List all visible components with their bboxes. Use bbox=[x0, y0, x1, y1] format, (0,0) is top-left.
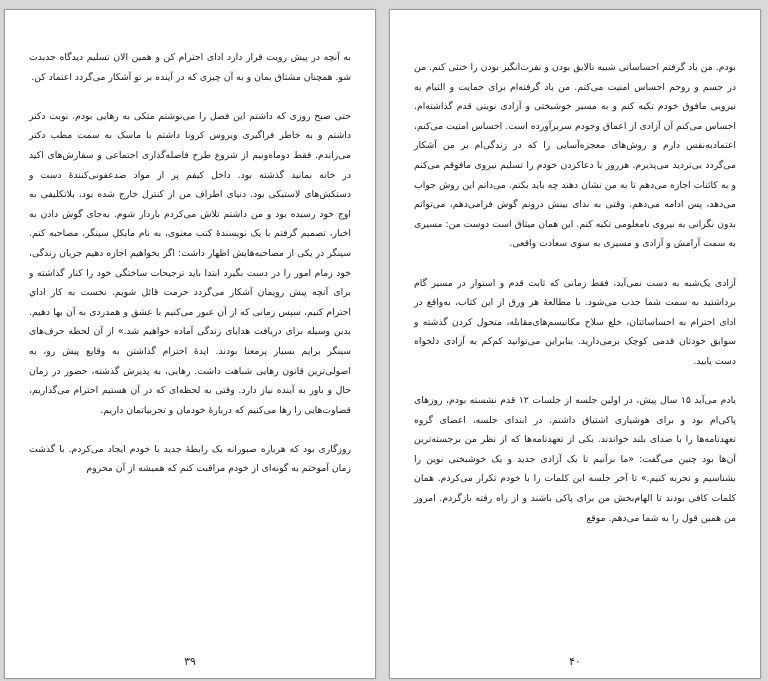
right-page-text bbox=[414, 58, 736, 528]
paragraph: آزادی یک‌شبه به دست نمی‌آید، فقط زمانی که ثابت قدم و استوار در مسیر گام برداشتید به سمت شما جذب می‌شود. با مطالعهٔ هر ورق از این کتاب، به‌واقع در ادای احترام به احساساتتان، خلع سلاح مکانیسم‌های‌مقابله، متحول کردن گذشته و سوابق خودتان قدمی کوچک برمی‌دارید. بنابراین می‌توانید کم‌کم به آزادی دلخواه دست یابید. bbox=[414, 277, 736, 367]
left-page-text bbox=[29, 48, 351, 479]
paragraph: به آنچه در پیش رویت قرار دارد ادای احترام کن و همین الان تسلیم دیدگاه جدیدت شو. همچنان مشتاق بمان و به آن چیزی که در آینده بر تو آشکار می‌گردد اعتماد کن. bbox=[29, 52, 351, 83]
page-number: ۳۹ bbox=[184, 655, 196, 668]
paragraph: حتی صبح روزی که داشتم این فصل را می‌نوشتم متکی به رهایی بودم. نوبت دکتر داشتم و به خاطر فراگیری ویروس کرونا داشتم با ماسک به سمت مطب دکتر می‌راندم. فقط دوماه‌ونیم از شروع طرح فاصله‌گذاری اجتماعی و سفارش‌های اکید در خانه بمانید گذشته بود. داخل کیفم پر از مواد ضدعفونی‌کنندهٔ دست و دستکش‌های لاستیکی بود. دنیای اطراف من از کنترل خارج شده بود، بلاتکلیفی به اوج خود رسیده بود و من داشتم تلاش می‌کردم باردار شوم. به‌جای گوش دادن به اخبار، تصمیم گرفتم با یک نویسندهٔ کتب معنوی، به نام مایکل سینگر، مصاحبه کنم. سینگر در یکی از مصاحبه‌هایش اظهار داشت: اگر بخواهیم اجازه دهیم جریان زندگی، خود زمام امور را در دست بگیرد ابتدا باید ترجیحات ساختگی خود را کنار گذاشته و برای آنچه پیش رویمان آشکار می‌گردد حرمت قائل شویم. نخست به کار اداي احترام کنیم، سپس زمانی که از آن عبور می‌کنیم با عشق و همدردی به آن بها دهیم. بدین وسیله برای دریافت هدایای زندگی آماده خواهیم شد.» از آن لحظه حرف‌های سینگر برایم بسیار پرمعنا بودند. ایدهٔ احترام گذاشتن به وقایع پیش رو، به اصولی‌ترین قانون رهایی شباهت داشت. رهایی، به پذیرش گذشته، حضور در زمان حال و باور به آینده نیاز دارد. وقتی به لحظه‌ای که در آن هستیم احترام می‌گذاریم، قضاوت‌هایی را رها می‌کنیم که دربارهٔ خودمان و تجربیاتمان داریم. bbox=[29, 110, 351, 416]
page-number: ۴۰ bbox=[569, 655, 581, 668]
paragraph: یادم می‌آید ۱۵ سال پیش، در اولین جلسه از جلسات ۱۲ قدم نشسته بودم، روزهای پاکی‌ام بود و برای هوشیاری اشتیاق داشتم. در ابتدای جلسه، اعضای گروه تعهدنامه‌ها را با صدای بلند خواندند. یکی از تعهدنامه‌ها که از نظر من برجسته‌ترین آن‌ها بود چنین می‌گفت: «ما برآنیم تا یک آزادی جدید و یک خوشبختی نوین را بشناسیم و تجربه کنیم.» تا آخر جلسه این کلمات را با خودم تکرار می‌کردم. همان کلمات کافی بودند تا الهام‌بخش من برای پاکی باشند و از راه رفته بازگردم. امروز من همین قول را به شما می‌دهم. موقع bbox=[414, 395, 736, 524]
right-page bbox=[389, 9, 761, 679]
paragraph: بودم. من یاد گرفتم احساساتی شبیه نالایق بودن و نفرت‌انگیز بودن را خنثی کنم. من در جسم و روحم احساس امنیت می‌کنم. من یاد گرفته‌ام برای حمایت و التیام به نیرویی مافوق خودم تکیه کنم و به مسیر خوشبختی و آزادی نوینی قدم گذاشته‌ام. احساس می‌کنم آن آزادی از اعماق وجودم سربرآورده است. احساس امنیت می‌کنم، اعتماد‌به‌نفس دارم و روش‌های معجزه‌آسایی را که در زندگی‌ام بر من آشکار می‌گردد بی‌تردید می‌پذیرم. هرروز با دعاکردن خودم را تسلیم نیروی مافوقم می‌کنم و به کائنات اجازه می‌دهم تا به من نشان دهند چه باید بکنم. می‌دانم این روش جواب می‌دهد، پس ادامه می‌دهم. وقتی به ندای بینش درونم گوش فرامی‌دهم، می‌توانم بدون نگرانی به نیروی نامعلومی تکیه کنم. این همان میثاق است دوست من: مسیری به سمت آرامش و آزادی و مسیری به سوی سعادت واقعی. bbox=[414, 62, 736, 250]
paragraph: روزگاری بود که هرباره صبورانه یک رابطهٔ جدید با خودم ایجاد می‌کردم. با گذشت زمان آموختم به گونه‌ای از خودم مراقبت کنم که همیشه از آن محروم bbox=[29, 443, 351, 475]
left-page bbox=[4, 9, 376, 679]
